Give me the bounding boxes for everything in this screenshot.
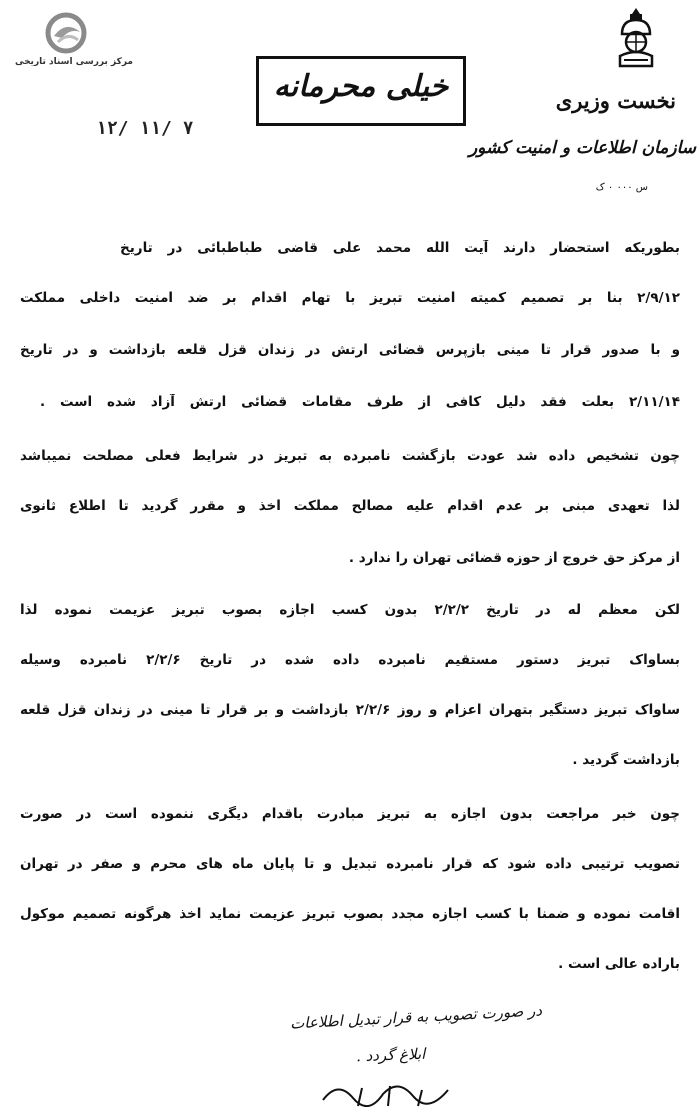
signature-scribble: [318, 1070, 468, 1107]
body-line: از مرکز حق خروج از حوزه قضائی تهران را ندارد .: [348, 550, 680, 566]
archive-logo-icon: [44, 12, 90, 54]
handwritten-note: ابلاغ گردد .: [355, 1044, 426, 1066]
body-line: ۲/۱۱/۱۴ بعلت فقد دلیل کافی از طرف مقامات قضائی ارتش آزاد شده است .: [40, 394, 680, 410]
classification-stamp: [256, 56, 466, 126]
lion-and-sun-crown-emblem: [612, 8, 660, 70]
body-line: باراده عالی است .: [558, 956, 680, 972]
date-stamp: ۱۲/ ۱۱/ ۷: [96, 118, 194, 139]
body-line: ۲/۹/۱۲ بنا بر تصمیم کمیته امنیت تبریز با تهام اقدام بر ضد امنیت داخلی مملکت: [20, 290, 680, 306]
classification-label: خیلی محرمانه: [273, 69, 449, 104]
body-line: لذا تعهدی مبنی بر عدم اقدام علیه مصالح مملکت اخذ و مقرر گردید تا اطلاع ثانوی: [20, 498, 680, 514]
handwritten-note: در صورت تصویب به قرار تبدیل اطلاعات: [289, 1001, 543, 1033]
body-line: لکن معظم له در تاریخ ۲/۲/۲ بدون کسب اجازه بصوب تبریز عزیمت نموده لذا: [20, 602, 680, 618]
body-line: چون خبر مراجعت بدون اجازه به تبریز مبادرت باقدام دیگری ننموده است در صورت: [20, 806, 680, 822]
body-line: چون تشخیص داده شد عودت بازگشت نامبرده به تبریز در شرایط فعلی مصلحت نمیباشد: [20, 448, 680, 464]
body-line: اقامت نموده و ضمنا با کسب اجازه مجدد بصوب تبریز عزیمت نماید اخذ هرگونه تصمیم موکول: [20, 906, 680, 922]
body-line: بساواک تبریز دستور مستقیم نامبرده داده شده در تاریخ ۲/۲/۶ نامبرده وسیله: [20, 652, 680, 668]
ministry-name: نخست وزیری: [555, 88, 676, 113]
body-line: ساواک تبریز دستگیر بتهران اعزام و روز ۲/۲/۶ بازداشت و بر قرار تا مینی در زندان قزل قلعه: [20, 702, 680, 718]
archive-watermark: [14, 12, 134, 70]
reference-number: س ۰۰۰ ۰ ک: [595, 182, 648, 193]
body-line: بازداشت گردید .: [572, 752, 680, 768]
body-line: تصویب ترتیبی داده شود که قرار نامبرده تبدیل و تا پایان ماه های محرم و صفر در تهران: [20, 856, 680, 872]
body-line: و با صدور قرار تا مینی بازپرس قضائی ارتش در زندان قزل قلعه بازداشت و در تاریخ: [20, 342, 680, 358]
organization-name: سازمان اطلاعات و امنیت کشور: [468, 138, 696, 158]
watermark-text: مرکز بررسی اسناد تاریخی: [14, 57, 134, 67]
body-line: بطوریکه استحضار دارند آیت الله محمد علی قاضی طباطبائی در تاریخ: [120, 240, 680, 256]
